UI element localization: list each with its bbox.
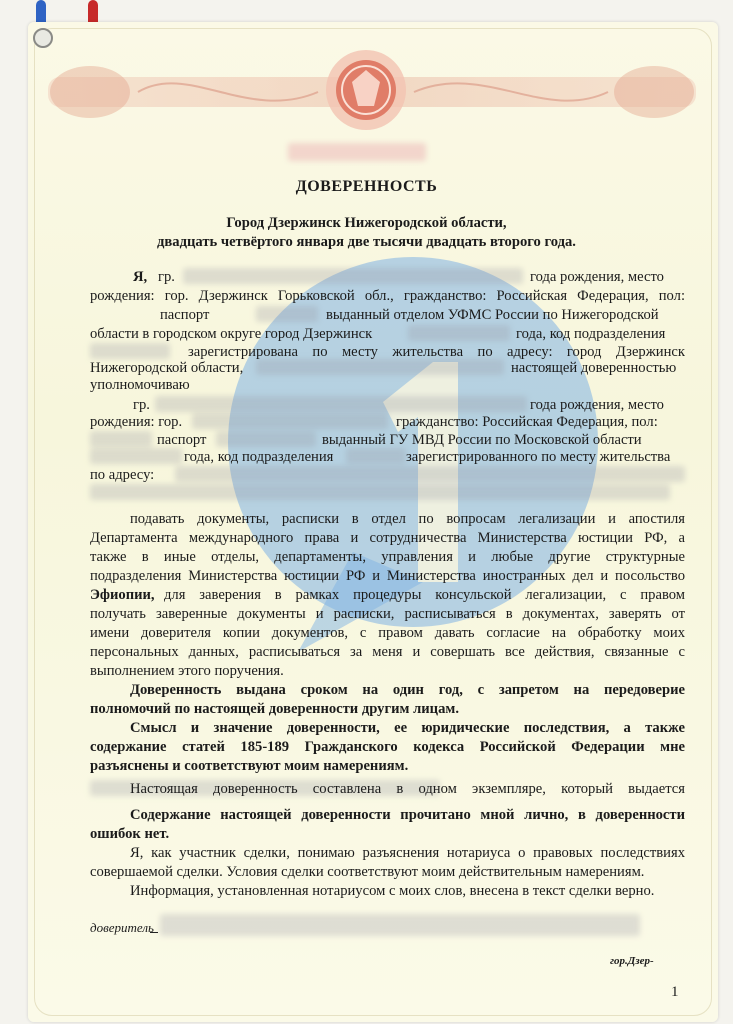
principal-birth-label: года рождения, место: [530, 269, 664, 285]
redaction: [90, 448, 182, 464]
agent-line-4a: года, код подразделения: [184, 449, 334, 465]
document-title: ДОВЕРЕННОСТЬ: [295, 178, 438, 195]
powers-line-3: также в иные отделы, департаменты, управления и любые другие структурные: [90, 549, 685, 565]
powers-line-4: подразделения Министерства юстиции РФ и Министерства иностранных дел и посольство: [90, 568, 685, 584]
agent-line-4b: зарегистрированного по месту жительства: [406, 449, 671, 465]
redaction: [192, 413, 388, 429]
principal-signature-label: доверитель: [90, 920, 154, 935]
page-number: 1: [671, 984, 679, 1000]
powers-country: Эфиопии,: [90, 587, 155, 603]
participant-line-1: Я, как участник сделки, понимаю разъяснения нотариуса о правовых последствиях: [130, 845, 685, 861]
copies-line: Настоящая доверенность составлена в одном экземпляре, который выдается: [130, 781, 685, 797]
principal-line-6a: Нижегородской области,: [90, 360, 244, 376]
redaction: [90, 484, 670, 500]
meaning-line-3: разъяснены и соответствуют моим намерениям.: [90, 758, 409, 774]
binding-hole: [33, 28, 53, 48]
info-line: Информация, установленная нотариусом с моих слов, внесена в текст сделки верно.: [130, 883, 655, 899]
signature-underline: [150, 932, 158, 933]
agent-line-2a: рождения: гор.: [90, 414, 183, 430]
redaction: [175, 466, 685, 482]
read-line-1: Содержание настоящей доверенности прочитано мной лично, в доверенности: [130, 807, 685, 823]
redaction: [90, 431, 152, 447]
powers-line-2: Департамента международного права и сотрудничества Министерства юстиции РФ, а: [90, 530, 685, 546]
participant-line-2: совершаемой сделки. Условия сделки соответствуют моим действительным намерениям.: [90, 864, 645, 880]
powers-line-6: получать заверенные документы и расписки, расписываться в документах, заверять от: [90, 606, 685, 622]
date-line: двадцать четвёртого января две тысячи двадцать второго года.: [157, 234, 576, 250]
place-line: Город Дзержинск Нижегородской области,: [226, 215, 507, 231]
principal-line-5: зарегистрирована по месту жительства по адресу: город Дзержинск: [188, 344, 685, 360]
principal-line-2: рождения: гор. Дзержинск Горьковской обл., гражданство: Российская Федерация, пол:: [90, 288, 685, 304]
principal-passport-issuer: выданный отделом УФМС России по Нижегородской: [326, 307, 659, 323]
redaction: [155, 396, 527, 412]
redaction: [216, 431, 316, 447]
redaction: [90, 343, 170, 359]
powers-line-1: подавать документы, расписки в отдел по вопросам легализации и апостиля: [130, 511, 685, 527]
powers-line-5: для заверения в рамках процедуры консульской легализации, с правом: [164, 587, 685, 603]
agent-passport-label: паспорт: [157, 432, 207, 448]
meaning-line-2: содержание статей 185-189 Гражданского кодекса Российской Федерации мне: [90, 739, 685, 755]
principal-citizen-prefix: гр.: [158, 269, 175, 285]
ornamental-header: [48, 42, 696, 137]
agent-passport-issuer: выданный ГУ МВД России по Московской области: [322, 432, 642, 448]
agent-line-2b: гражданство: Российская Федерация, пол:: [396, 414, 658, 430]
principal-line-4b: года, код подразделения: [516, 326, 666, 342]
term-line-1: Доверенность выдана сроком на один год, с запретом на передоверие: [130, 682, 685, 698]
stamp-text: гор.Дзер-: [610, 955, 654, 967]
redaction: [288, 143, 426, 161]
agent-address-label: по адресу:: [90, 467, 155, 483]
redaction: [408, 325, 510, 341]
agent-citizen-prefix: гр.: [133, 397, 150, 413]
redaction: [183, 268, 523, 284]
principal-line-4a: области в городском округе город Дзержинск: [90, 326, 373, 342]
term-line-2: полномочий по настоящей доверенности другим лицам.: [90, 701, 459, 717]
meaning-line-1: Смысл и значение доверенности, ее юридические последствия, а также: [130, 720, 685, 736]
state-emblem-icon: [326, 50, 406, 130]
powers-line-7: имени доверителя копии документов, с правом давать согласие на обработку моих: [90, 625, 685, 641]
powers-line-9: выполнением этого поручения.: [90, 663, 284, 679]
principal-line-7: уполномочиваю: [90, 377, 190, 393]
read-line-2: ошибок нет.: [90, 826, 170, 842]
principal-passport-label: паспорт: [160, 307, 210, 323]
principal-pronoun: Я,: [133, 269, 148, 285]
principal-line-6b: настоящей доверенностью: [511, 360, 677, 376]
agent-birth-label: года рождения, место: [530, 397, 664, 413]
powers-line-8: персональных данных, расписываться за меня и совершать все действия, связанные с: [90, 644, 685, 660]
redaction: [346, 448, 406, 464]
redaction: [256, 306, 318, 322]
redaction: [160, 914, 640, 936]
